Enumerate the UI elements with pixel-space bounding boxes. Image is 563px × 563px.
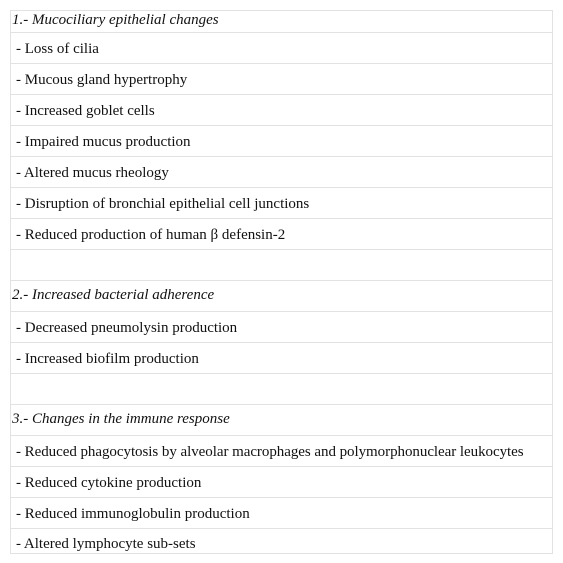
list-item [11,64,553,95]
list-item-text: - Decreased pneumolysin production [11,312,553,343]
spacer-row [11,250,553,281]
section-heading-row [11,281,553,312]
empty-cell [11,374,553,405]
list-item [11,95,553,126]
list-item [11,529,553,554]
list-item-text: - Loss of cilia [11,33,553,64]
list-item-text: - Reduced phagocytosis by alveolar macrophages and polymorphonuclear leukocytes [11,436,553,467]
list-item-text: - Reduced production of human β defensin-2 [11,219,553,250]
list-item [11,33,553,64]
list-item [11,436,553,467]
list-item [11,219,553,250]
list-item [11,312,553,343]
list-item-text: - Increased goblet cells [11,95,553,126]
list-item-text: - Mucous gland hypertrophy [11,64,553,95]
list-item [11,498,553,529]
list-item [11,467,553,498]
section-heading: 3.- Changes in the immune response [11,405,553,436]
list-item [11,126,553,157]
list-item [11,343,553,374]
section-heading: 2.- Increased bacterial adherence [11,281,553,312]
list-item-text: - Reduced cytokine production [11,467,553,498]
spacer-row [11,374,553,405]
empty-cell [11,250,553,281]
list-item-text: - Altered mucus rheology [11,157,553,188]
list-item-text: - Increased biofilm production [11,343,553,374]
list-item [11,157,553,188]
list-item-text: - Impaired mucus production [11,126,553,157]
section-heading: 1.- Mucociliary epithelial changes [11,11,553,33]
list-item [11,188,553,219]
list-item-text: - Altered lymphocyte sub-sets [11,529,553,554]
list-item-text: - Reduced immunoglobulin production [11,498,553,529]
section-heading-row [11,405,553,436]
section-heading-row [11,11,553,33]
list-item-text: - Disruption of bronchial epithelial cell junctions [11,188,553,219]
mechanisms-table [10,10,553,554]
